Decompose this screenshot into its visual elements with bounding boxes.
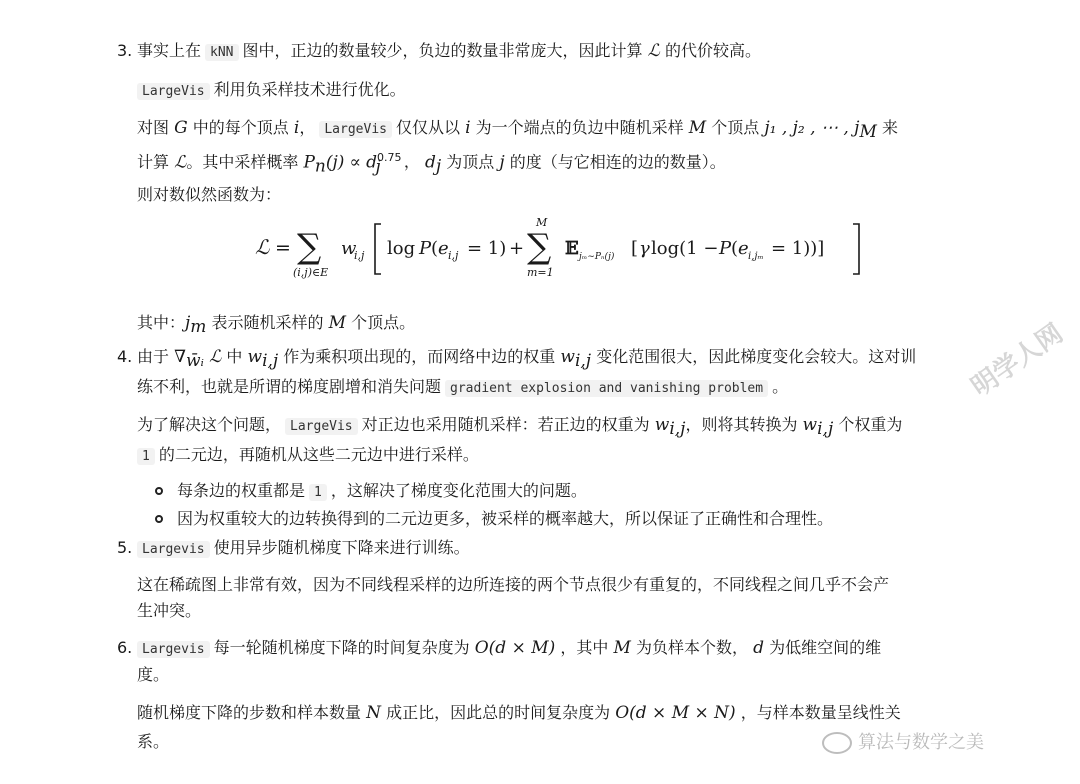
formula-svg [255,212,875,284]
formula-sum-2-sub: m=1 [527,266,554,279]
formula-e-2-sub: i,jₘ [748,251,764,262]
item-number-3: 3. [117,41,133,60]
log-likelihood-formula [255,212,875,284]
inline-code: LargeVis [285,418,358,435]
formula-E-sub: jₘ∼Pₙ(j) [579,252,615,262]
inline-code: Largevis [137,641,210,658]
formula-L: ℒ [255,235,270,259]
formula-bracket-left [375,224,381,274]
inline-code: Largevis [137,541,210,558]
formula-e: e [438,238,449,259]
inline-code: kNN [205,44,238,61]
item-4-bullet-2: 因为权重较大的边转换得到的二元边更多，被采样的概率越大，所以保证了正确性和合理性。 [177,509,834,528]
item-number-4: 4. [117,347,133,366]
formula-sum-1-sub: (i,j)∈E [293,266,329,279]
watermark-bottom: 算法与数学之美 [822,728,984,754]
inline-code: 1 [309,484,327,501]
item-3-para-4: 则对数似然函数为： [137,185,282,204]
formula-bracket-2: [ [631,238,639,259]
formula-w-sub: i,j [354,249,365,262]
formula-P: P [419,238,432,259]
formula-sum-2-sup: M [536,216,548,229]
watermark-side: 明学人网 [966,318,1069,403]
formula-bracket-right [853,224,859,274]
bullet-circle-icon [155,515,163,523]
formula-e-2: e [738,238,749,259]
item-3-para-3: 计算 ℒ。其中采样概率 $P_n(j) \propto d^{0.75}_j$ ， $d_j$ 为顶点 j 的度（与它相连的边的数量）。 [137,151,726,177]
formula-P-2: P [719,238,732,259]
formula-sum-2: ∑ [527,227,552,267]
item-number-5: 5. [117,538,133,557]
formula-e-sub: i,j [448,249,459,262]
formula-paren-1: ( [431,238,439,259]
formula-log: log [387,238,416,259]
item-4-para-2: 1 的二元边，再随机从这些二元边中进行采样。 [137,443,479,469]
item-4-para-1: 为了解决这个问题， LargeVis 对正边也采用随机采样：若正边的权重为 $w_{i,j}$，则将其转换为 $w_{i,j}$ 个权重为 [137,415,903,440]
item-3-para-2: 对图 G 中的每个顶点 i， LargeVis 仅仅从以 i 为一个端点的负边中随机采样 M 个顶点 j₁ , j₂ , ⋯ , $j_M$ 来 [137,118,898,143]
formula-plus: + [509,238,525,259]
inline-code: LargeVis [137,83,210,100]
inline-code: 1 [137,448,155,465]
formula-eq1: = 1) [467,238,507,259]
formula-E: 𝔼 [565,238,579,259]
bullet-circle-icon [155,487,163,495]
formula-eq-2: = 1))] [771,238,825,259]
item-4-bullet-1: 每条边的权重都是 1 ，这解决了梯度变化范围大的问题。 [177,481,587,500]
item-6-para-1: 随机梯度下降的步数和样本数量 N 成正比，因此总的时间复杂度为 O(d × M × N) ，与样本数量呈线性关 [137,703,901,723]
formula-gamma: γ [639,238,650,259]
item-6-line-2: 度。 [137,665,170,684]
formula-eq: = [275,237,291,259]
item-5-para-2: 生冲突。 [137,601,202,620]
item-3-para-1: LargeVis 利用负采样技术进行优化。 [137,78,406,104]
inline-code: gradient explosion and vanishing problem [445,380,768,397]
item-5-line-1: Largevis 使用异步随机梯度下降来进行训练。 [137,536,470,562]
wechat-icon [822,732,852,754]
item-4-line-2: 练不利，也就是所谓的梯度剧增和消失问题 gradient explosion and vanishing problem 。 [137,377,789,396]
formula-paren-2: ( [731,238,739,259]
item-3-line-1: 事实上在 kNN 图中，正边的数量较少，负边的数量非常庞大，因此计算 ℒ 的代价较高。 [137,41,761,61]
inline-code: LargeVis [319,121,392,138]
formula-log-2: log(1 − [651,238,719,259]
item-3-para-5: 其中：$j_m$ 表示随机采样的 M 个顶点。 [137,313,416,338]
item-6-line-1: Largevis 每一轮随机梯度下降的时间复杂度为 O(d × M) ，其中 M 为负样本个数， d 为低维空间的维 [137,636,881,662]
item-number-6: 6. [117,638,133,657]
item-6-para-2: 系。 [137,732,170,751]
item-4-line-1: 由于 $\nabla_{w̄ᵢ}$ ℒ 中 $w_{i,j}$ 作为乘积项出现的，而网络中边的权重 $w_{i,j}$ 变化范围很大，因此梯度变化会较大。这对训 [137,347,917,372]
formula-sum-1: ∑ [297,227,322,267]
formula-w: w [341,238,357,259]
item-5-para-1: 这在稀疏图上非常有效，因为不同线程采样的边所连接的两个节点很少有重复的，不同线程之间几乎不会产 [137,575,890,594]
